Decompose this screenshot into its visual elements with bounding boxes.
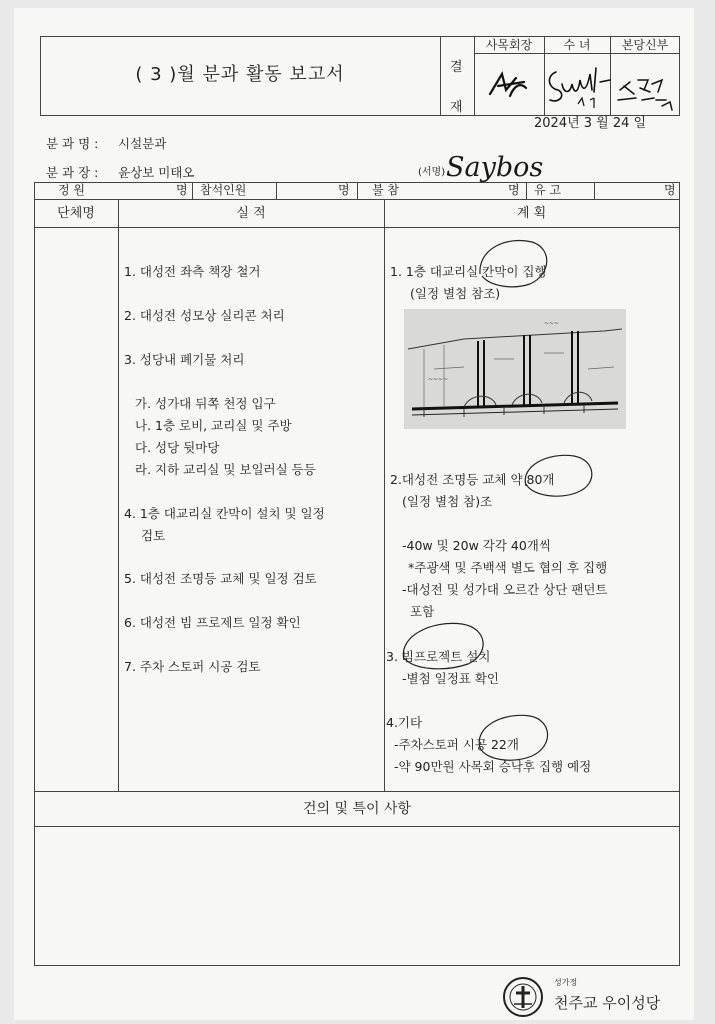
- report-form: [14, 8, 694, 1020]
- plan-subitem: -대성전 및 성가대 오르간 상단 팬던트: [402, 582, 608, 597]
- result-subitem: 가. 성가대 뒤쪽 천정 입구: [135, 396, 276, 411]
- signature-3: [614, 70, 680, 116]
- approver-3: 본당신부: [621, 38, 669, 52]
- group-header: 단체명: [57, 206, 95, 221]
- plan-subitem: -별첨 일정표 확인: [402, 671, 499, 686]
- rule: [679, 182, 680, 965]
- result-item: 5. 대성전 조명등 교체 및 일정 검토: [124, 571, 317, 586]
- leader-label: 분 과 장 :: [46, 165, 99, 180]
- pen-circle: [396, 614, 492, 674]
- plan-subitem: -약 90만원 사목회 승낙후 집행 예정: [394, 759, 592, 774]
- division-label: 분 과 명 :: [46, 136, 99, 151]
- approval-label: 결 재: [450, 60, 463, 115]
- svg-text:~~~~: ~~~~: [428, 376, 449, 383]
- sign-label: (서명): [418, 167, 446, 178]
- plan-item: 3. 빔프로젝트 설치: [386, 649, 491, 664]
- rule: [34, 227, 680, 228]
- result-item: 1. 대성전 좌측 책장 철거: [124, 264, 261, 279]
- attendance-absent-label: 불 참: [372, 183, 399, 197]
- report-date: 2024년 3 월 24 일: [534, 116, 647, 131]
- attendance-unit: 명: [338, 183, 350, 197]
- plans-header: 계 획: [516, 206, 547, 221]
- leader-value: 윤상보 미태오: [118, 165, 195, 180]
- signature-2: [544, 54, 614, 114]
- plan-subitem: -40w 및 20w 각각 40개씩: [402, 538, 551, 553]
- rule: [40, 36, 680, 37]
- rule: [192, 182, 193, 199]
- pen-circle: [470, 708, 556, 764]
- plan-item: 2.대성전 조명등 교체 약 80개: [390, 472, 555, 487]
- rule: [34, 791, 680, 792]
- footer-small-text: 성가정: [554, 978, 578, 987]
- attendance-excused-label: 유 고: [534, 183, 561, 197]
- attendance-unit: 명: [176, 183, 188, 197]
- plan-subitem-cont: 포함: [410, 604, 435, 619]
- approver-1: 사목회장: [485, 38, 533, 52]
- plan-item-note: (일정 별첨 참조): [410, 286, 501, 301]
- pen-circle: [474, 234, 554, 290]
- rule: [34, 199, 680, 200]
- rule: [34, 826, 680, 827]
- result-item: 6. 대성전 빔 프로제트 일정 확인: [124, 615, 301, 630]
- rule: [384, 199, 385, 791]
- results-header: 실 적: [236, 206, 266, 221]
- attendance-quota-label: 정 원: [58, 183, 85, 197]
- attendance-present-label: 참석인원: [200, 183, 247, 197]
- report-title: ( 3 )월 분과 활동 보고서: [135, 64, 345, 85]
- signature-1: [480, 60, 540, 108]
- approver-2: 수 녀: [563, 38, 591, 52]
- attendance-unit: 명: [664, 183, 676, 197]
- attendance-unit: 명: [508, 183, 520, 197]
- church-name: 천주교 우이성당: [554, 994, 661, 1012]
- rule: [594, 182, 595, 199]
- result-item: 4. 1층 대교리실 칸막이 설치 및 일정: [124, 506, 325, 521]
- plan-item: 4.기타: [386, 715, 423, 730]
- division-value: 시설분과: [118, 136, 167, 151]
- result-item-cont: 검토: [141, 528, 166, 543]
- plan-subitem: *주광색 및 주백색 별도 협의 후 집행: [408, 560, 608, 575]
- pen-circle: [518, 448, 600, 500]
- result-subitem: 라. 지하 교리실 및 보일러실 등등: [135, 462, 316, 477]
- rule: [526, 182, 527, 199]
- plan-item-note: (일정 별첨 참)조: [402, 494, 493, 509]
- result-item: 7. 주차 스토퍼 시공 검토: [124, 659, 261, 674]
- plan-subitem: -주차스토퍼 시공 22개: [394, 737, 519, 752]
- remarks-title: 건의 및 특이 사항: [302, 801, 412, 817]
- plan-item: 1. 1층 대교리실 칸막이 집행: [390, 264, 547, 279]
- rule: [357, 182, 358, 199]
- rule: [34, 182, 35, 965]
- result-subitem: 다. 성당 뒷마당: [135, 440, 220, 455]
- leader-signature: Saybos: [446, 152, 544, 183]
- result-item: 2. 대성전 성모상 실리콘 처리: [124, 308, 285, 323]
- result-item: 3. 성당내 폐기물 처리: [124, 352, 245, 367]
- partition-sketch: [404, 309, 626, 429]
- rule: [276, 182, 277, 199]
- svg-text:~~~: ~~~: [544, 320, 560, 327]
- rule: [118, 199, 119, 791]
- result-subitem: 나. 1층 로비, 교리실 및 주방: [135, 418, 292, 433]
- rule: [440, 36, 441, 115]
- church-seal: [502, 976, 544, 1018]
- rule: [34, 965, 680, 966]
